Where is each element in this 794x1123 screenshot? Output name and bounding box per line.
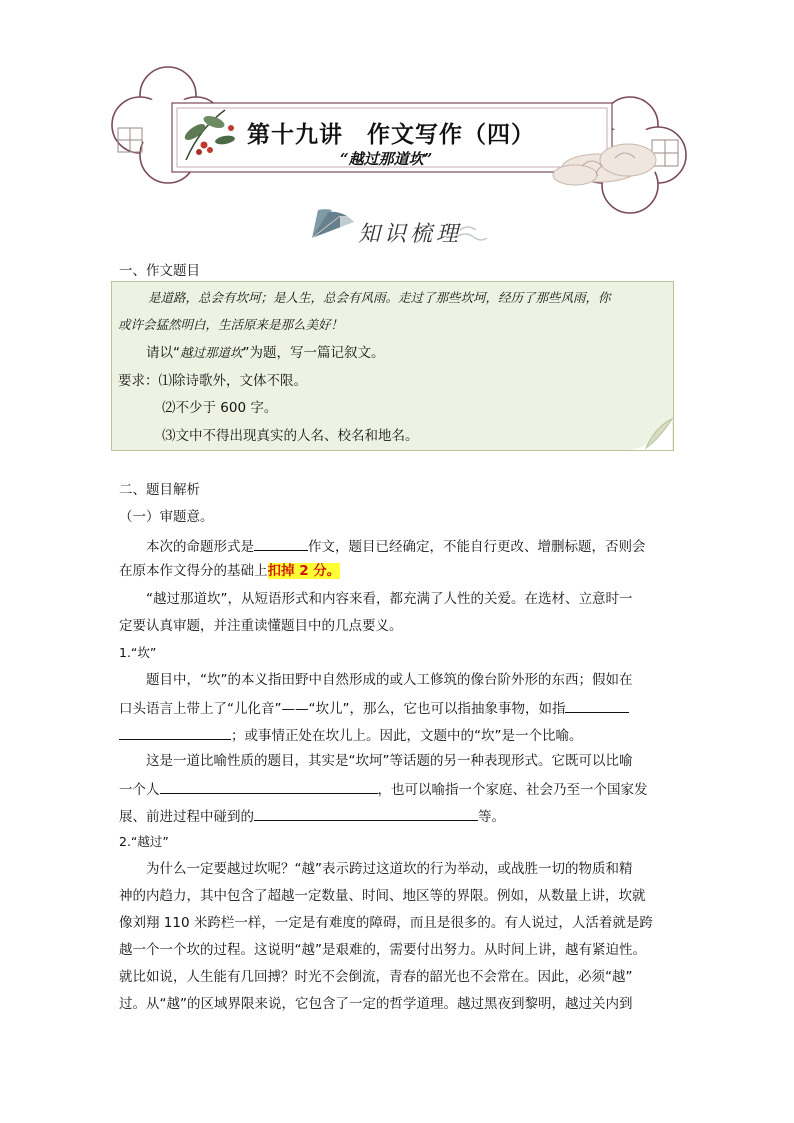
prompt-title: 越过那道坎 [180, 345, 243, 360]
point-2-heading: 2.“越过” [119, 834, 169, 849]
p1-text-b: 作文，题目已经确定，不能自行更改、增删标题，否则会 [308, 539, 646, 555]
paragraph-5-line2: 神的内趋力，其中包含了超越一定数量、时间、地区等的界限。例如，从数量上讲，坎就 [119, 888, 646, 904]
fill-blank[interactable] [565, 698, 629, 713]
paragraph-4-line3 [119, 806, 505, 826]
paragraph-5-line3: 像刘翔 110 米跨栏一样，一定是有难度的障碍，而且是很多的。有人说过，人活着就是跨 [119, 915, 653, 931]
p1-text-c: 在原本作文得分的基础上 [119, 563, 268, 579]
paragraph-4-line1: 这是一道比喻性质的题目，其实是“坎坷”等话题的另一种表现形式。它既可以比喻 [146, 753, 633, 769]
paragraph-3-line1: 题目中，“坎”的本义指田野中自然形成的或人工修筑的像台阶外形的东西；假如在 [146, 672, 633, 688]
paragraph-2-line1: “越过那道坎”，从短语形式和内容来看，都充满了人性的关爱。在选材、立意时一 [146, 591, 633, 607]
requirement-2: ⑵不少于 600 字。 [162, 400, 278, 416]
paragraph-5-line4: 越一个一个坎的过程。这说明“越”是艰难的，需要付出努力。从时间上讲，越有紧迫性。 [119, 942, 646, 958]
paragraph-5-line5: 就比如说，人生能有几回搏？时光不会倒流，青春的韶光也不会常在。因此，必须“越” [119, 969, 633, 985]
prompt-pre: 请以“ [146, 345, 180, 361]
p3-text-b: 口头语言上带上了“儿化音”——“坎儿”，那么，它也可以指抽象事物，如指 [119, 701, 566, 717]
p3-text-c: ；或事情正处在坎儿上。因此，文题中的“坎”是一个比喻。 [231, 728, 583, 744]
prompt-poem-line1: 是道路，总会有坎坷；是人生，总会有风雨。走过了那些坎坷，经历了那些风雨，你 [148, 290, 611, 305]
point-1-heading: 1.“坎” [119, 645, 157, 660]
section2-heading: 二、题目解析 [119, 482, 200, 498]
requirement-3: ⑶文中不得出现真实的人名、校名和地名。 [162, 428, 419, 444]
prompt-post: ”为题，写一篇记叙文。 [242, 345, 385, 361]
p1-text-a: 本次的命题形式是 [146, 539, 254, 555]
requirement-1: 要求：⑴除诗歌外，文体不限。 [118, 373, 307, 389]
page-curl-decoration [630, 418, 674, 452]
fill-blank[interactable] [160, 779, 378, 794]
paragraph-3-line3 [119, 725, 583, 745]
paragraph-5-line1: 为什么一定要越过坎呢？“越”表示跨过这道坎的行为举动，或战胜一切的物质和精 [146, 861, 633, 877]
p4-text-c1: 展、前进过程中碰到的 [119, 809, 254, 825]
paragraph-1-line1 [146, 536, 646, 556]
prompt-poem-line2: 或许会猛然明白，生活原来是那么美好！ [118, 317, 344, 332]
paragraph-1-line2 [119, 562, 340, 580]
p4-text-b2: ，也可以喻指一个家庭、社会乃至一个国家发 [377, 782, 648, 798]
section1-heading: 一、作文题目 [119, 263, 200, 279]
prompt-instruction [146, 344, 385, 362]
paragraph-2-line2: 定要认真审题，并注重读懂题目中的几点要义。 [119, 618, 403, 634]
page-subtitle: “越过那道坎” [340, 150, 433, 168]
paragraph-3-line2 [119, 698, 629, 718]
p4-text-b1: 一个人 [119, 782, 160, 798]
highlight-deduction: 扣掉 2 分。 [267, 563, 341, 579]
subsection-heading: （一）审题意。 [119, 509, 214, 525]
p4-text-c2: 等。 [478, 809, 505, 825]
page-title: 第十九讲 作文写作（四） [247, 121, 535, 148]
fill-blank[interactable] [119, 725, 231, 740]
fill-blank[interactable] [254, 806, 478, 821]
fill-blank[interactable] [254, 536, 308, 551]
paragraph-4-line2 [119, 779, 648, 799]
section-badge: 知识梳理 [358, 222, 463, 247]
paragraph-5-line6: 过。从“越”的区域界限来说，它包含了一定的哲学道理。越过黑夜到黎明，越过关内到 [119, 996, 633, 1012]
